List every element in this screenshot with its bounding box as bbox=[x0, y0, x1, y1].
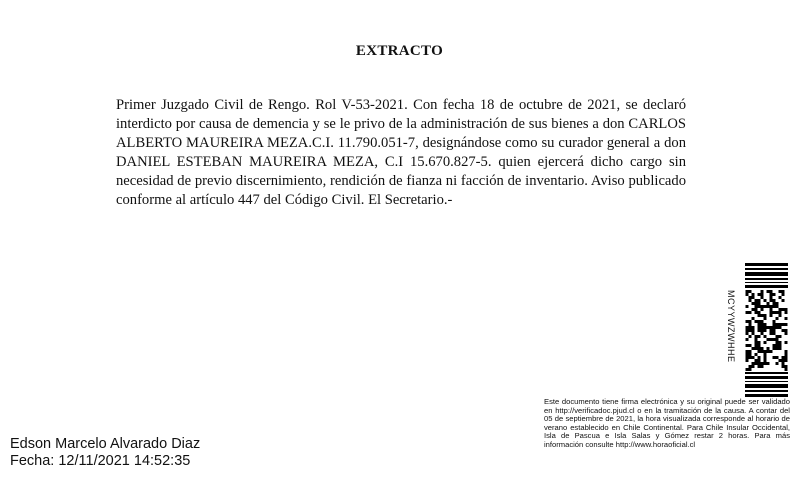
barcode-image bbox=[745, 262, 788, 398]
verification-notice: Este documento tiene firma electrónica y su original puede ser validado en http://verificadoc.pjud.cl o en la tramitación de la causa. A contar del 05 de septiembre de 2021, la hora visualizada corresponde al horario de verano establecido en Chile Continental. Para Chile Insular Occidental, Isla de Pascua e Isla Salas y Gómez restar 2 horas. Para más información consulte http://www.horaoficial.cl bbox=[544, 397, 790, 449]
signature-date: Fecha: 12/11/2021 14:52:35 bbox=[10, 453, 191, 469]
document-title: EXTRACTO bbox=[355, 43, 444, 59]
extract-body: Primer Juzgado Civil de Rengo. Rol V-53-2021. Con fecha 18 de octubre de 2021, se declaró interdicto por causa de demencia y se le privo de la administración de sus bienes a don CARLOS ALBERTO MAUREIRA MEZA.C.I. 11.790.051-7, designándose como su curador general a don DANIEL ESTEBAN MAUREIRA MEZA, C.I 15.670.827-5. quien ejercerá dicho cargo sin necesidad de previo discernimiento, rendición de fianza ni facción de inventario. Aviso publicado conforme al artículo 447 del Código Civil. El Secretario.- bbox=[116, 97, 686, 208]
signature-block bbox=[10, 436, 200, 470]
signer-name: Edson Marcelo Alvarado Diaz bbox=[10, 436, 201, 452]
verification-code: MCYYWZWHHE bbox=[726, 290, 736, 363]
